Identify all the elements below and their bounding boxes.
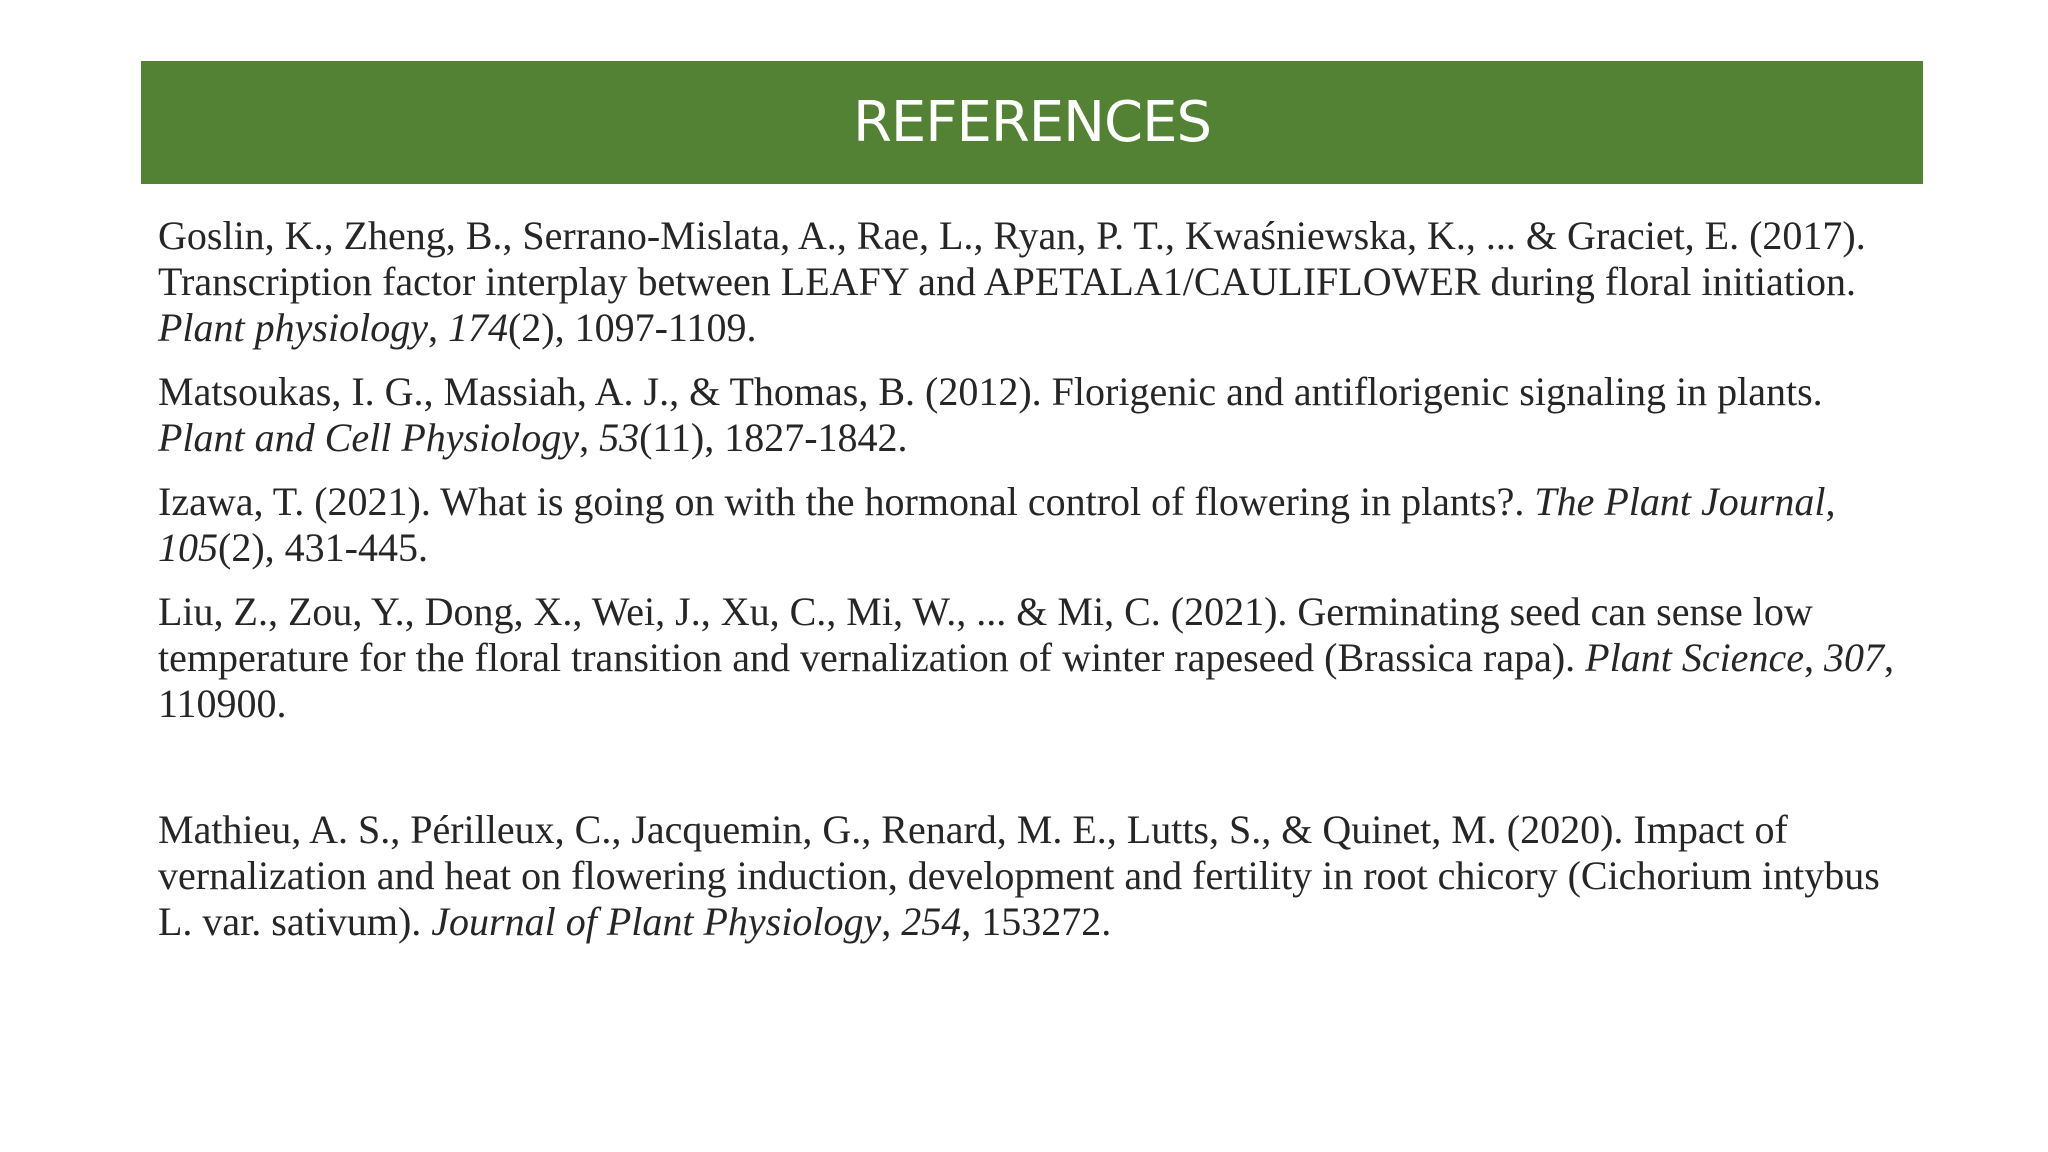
reference-tail: (11), 1827-1842.: [639, 415, 908, 460]
journal-volume: 105: [158, 525, 218, 570]
reference-item: [158, 589, 1898, 727]
journal-volume: 53: [599, 415, 640, 460]
reference-text: Izawa, T. (2021). What is going on with the hormonal control of flowering in plants?.: [158, 479, 1535, 524]
reference-tail: , 153272.: [961, 899, 1112, 944]
reference-item: [158, 369, 1898, 461]
page-title: REFERENCES: [852, 89, 1212, 155]
reference-text: Liu, Z., Zou, Y., Dong, X., Wei, J., Xu, C., Mi, W., ... & Mi, C. (2021). Germinating seed can sense low temperature for the floral transition and vernalization of winter rapeseed (Brassica rapa).: [158, 589, 1813, 680]
reference-text: Goslin, K., Zheng, B., Serrano-Mislata, A., Rae, L., Ryan, P. T., Kwaśniewska, K., ... & Graciet, E. (2017). Transcription factor interplay between LEAFY and APETALA1/CAULIFLOWER during floral initiation.: [158, 213, 1866, 304]
reference-item: [158, 213, 1898, 351]
separator: ,: [427, 305, 448, 350]
journal-volume: 254: [901, 899, 962, 944]
reference-tail: , 110900.: [158, 635, 1894, 726]
reference-tail: (2), 431-445.: [218, 525, 428, 570]
journal-name: Plant physiology: [158, 305, 428, 350]
journal-name: Journal of Plant Physiology: [431, 899, 882, 944]
journal-volume: 174: [447, 305, 508, 350]
reference-text: Mathieu, A. S., Périlleux, C., Jacquemin, G., Renard, M. E., Lutts, S., & Quinet, M. (2020). Impact of vernalization and heat on flowering induction, development and fertility in root chicory (Cichorium intybus L. var. sativum).: [158, 807, 1880, 944]
reference-text: Matsoukas, I. G., Massiah, A. J., & Thomas, B. (2012). Florigenic and antiflorigenic signaling in plants.: [158, 369, 1823, 414]
reference-item: [158, 479, 1898, 571]
reference-tail: (2), 1097-1109.: [507, 305, 757, 350]
journal-name: Plant Science: [1585, 635, 1804, 680]
journal-name: The Plant Journal: [1534, 479, 1826, 524]
separator: ,: [1803, 635, 1824, 680]
reference-item: [158, 807, 1898, 945]
journal-name: Plant and Cell Physiology: [158, 415, 580, 460]
reference-list: [158, 213, 1898, 963]
separator: ,: [1825, 479, 1836, 524]
header-bar: [141, 61, 1923, 184]
separator: ,: [881, 899, 902, 944]
separator: ,: [579, 415, 600, 460]
journal-volume: 307: [1823, 635, 1884, 680]
